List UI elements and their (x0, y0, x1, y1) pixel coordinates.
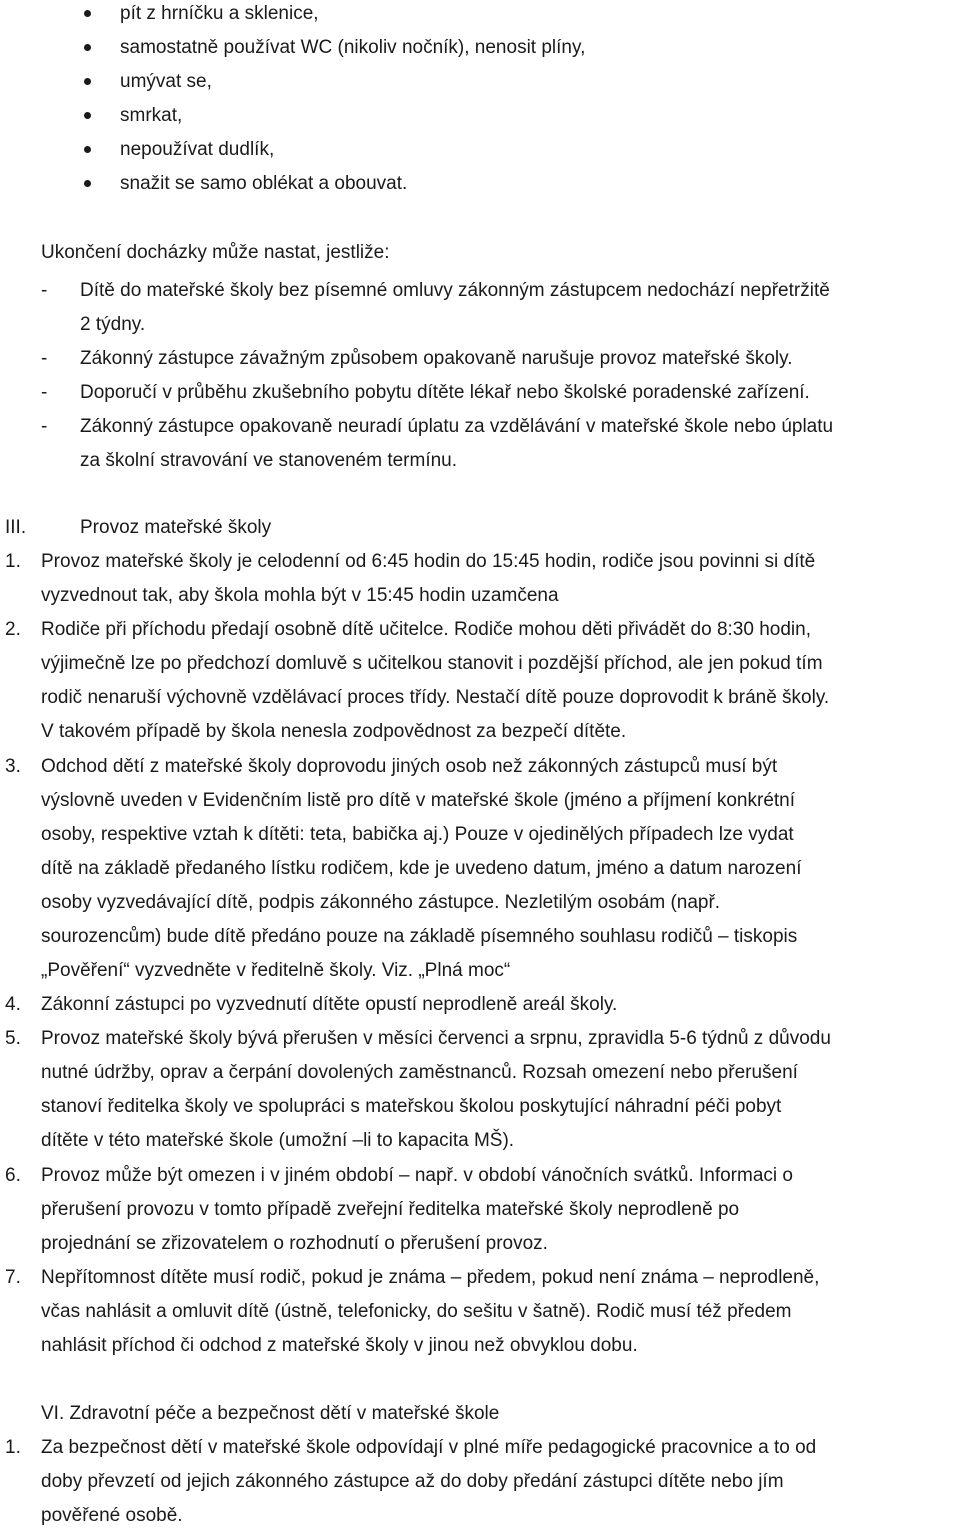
item-line: Zákonní zástupci po vyzvednutí dítěte opustí neprodleně areál školy. (41, 994, 618, 1015)
termination-item-line: 2 týdny. (80, 314, 146, 335)
bullet-icon (84, 10, 91, 17)
item-line: doby převzetí od jejich zákonného zástupce až do doby předání zástupci dítěte nebo jím (41, 1471, 784, 1492)
termination-item-line: Doporučí v průběhu zkušebního pobytu dítěte lékař nebo školské poradenské zařízení. (80, 382, 810, 403)
item-line: přerušení provozu v tomto případě zveřejní ředitelka mateřské školy neprodleně po (41, 1199, 740, 1220)
item-line: Provoz mateřské školy je celodenní od 6:45 hodin do 15:45 hodin, rodiče jsou povinni si dítě (41, 551, 816, 572)
item-line: Provoz může být omezen i v jiném období – např. v období vánočních svátků. Informaci o (41, 1165, 793, 1186)
item-line: dítě na základě předaného lístku rodičem, kde je uvedeno datum, jméno a datum narození (41, 858, 802, 879)
item-line: „Pověření“ vyzvedněte v ředitelně školy. Viz. „Plná moc“ (41, 960, 511, 981)
item-line: stanoví ředitelka školy ve spolupráci s mateřskou školou poskytující náhradní péči pobyt (41, 1096, 782, 1117)
item-line: výslovně uveden v Evidenčním listě pro dítě v mateřské škole (jméno a příjmení konkrétní (41, 790, 796, 811)
termination-intro: Ukončení docházky může nastat, jestliže: (41, 242, 390, 263)
bullet-icon (84, 112, 91, 119)
section-title: VI. Zdravotní péče a bezpečnost dětí v mateřské škole (41, 1403, 500, 1424)
dash-marker: - (41, 348, 48, 369)
item-line: osoby, respektive vztah k dítěti: teta, babička aj.) Pouze v ojedinělých případech lze vydat (41, 824, 794, 845)
item-number: 1. (5, 551, 21, 572)
item-line: osoby vyzvedávající dítě, podpis zákonného zástupce. Nezletilým osobám (např. (41, 892, 721, 913)
list-item: smrkat, (120, 105, 183, 126)
dash-marker: - (41, 382, 48, 403)
bullet-icon (84, 78, 91, 85)
item-line: dítěte v této mateřské škole (umožní –li to kapacita MŠ). (41, 1130, 515, 1151)
dash-marker: - (41, 280, 48, 301)
list-item: pít z hrníčku a sklenice, (120, 3, 319, 24)
item-number: 4. (5, 994, 21, 1015)
item-number: 1. (5, 1437, 21, 1458)
bullet-icon (84, 180, 91, 187)
list-item: nepoužívat dudlík, (120, 139, 275, 160)
section-title: Provoz mateřské školy (80, 517, 272, 538)
item-line: Nepřítomnost dítěte musí rodič, pokud je známa – předem, pokud není známa – neprodleně, (41, 1267, 820, 1288)
item-line: Provoz mateřské školy bývá přerušen v měsíci červenci a srpnu, zpravidla 5-6 týdnů z důvodu (41, 1028, 831, 1049)
termination-item-line: Zákonný zástupce opakovaně neuradí úplatu za vzdělávání v mateřské škole nebo úplatu (80, 416, 834, 437)
item-line: pověřené osobě. (41, 1505, 183, 1526)
bullet-icon (84, 146, 91, 153)
item-line: V takovém případě by škola nenesla zodpovědnost za bezpečí dítěte. (41, 721, 627, 742)
item-number: 7. (5, 1267, 21, 1288)
item-line: nutné údržby, oprav a čerpání dovolených zaměstnanců. Rozsah omezení nebo přerušení (41, 1062, 798, 1083)
item-number: 6. (5, 1165, 21, 1186)
item-line: včas nahlásit a omluvit dítě (ústně, telefonicky, do sešitu v šatně). Rodič musí též předem (41, 1301, 792, 1322)
item-line: Rodiče při příchodu předají osobně dítě učitelce. Rodiče mohou děti přivádět do 8:30 hodin, (41, 619, 811, 640)
bullet-icon (84, 44, 91, 51)
dash-marker: - (41, 416, 48, 437)
item-line: projednání se zřizovatelem o rozhodnutí o přerušení provoz. (41, 1233, 548, 1254)
termination-item-line: Dítě do mateřské školy bez písemné omluvy zákonným zástupcem nedochází nepřetržitě (80, 280, 830, 301)
termination-item-line: za školní stravování ve stanoveném termínu. (80, 450, 458, 471)
section-number: III. (5, 517, 27, 538)
item-number: 3. (5, 756, 21, 777)
list-item: samostatně používat WC (nikoliv nočník), nenosit plíny, (120, 37, 586, 58)
termination-item-line: Zákonný zástupce závažným způsobem opakovaně narušuje provoz mateřské školy. (80, 348, 793, 369)
item-line: rodič nenaruší výchovně vzdělávací proces třídy. Nestačí dítě pouze doprovodit k bráně školy. (41, 687, 830, 708)
item-line: vyzvednout tak, aby škola mohla být v 15:45 hodin uzamčena (41, 585, 559, 606)
list-item: snažit se samo oblékat a obouvat. (120, 173, 408, 194)
item-line: Odchod dětí z mateřské školy doprovodu jiných osob než zákonných zástupců musí být (41, 756, 778, 777)
item-line: Za bezpečnost dětí v mateřské škole odpovídají v plné míře pedagogické pracovnice a to od (41, 1437, 817, 1458)
item-number: 5. (5, 1028, 21, 1049)
item-line: sourozencům) bude dítě předáno pouze na základě písemného souhlasu rodičů – tiskopis (41, 926, 798, 947)
item-line: výjimečně lze po předchozí domluvě s učitelkou stanovit i pozdější příchod, ale jen pokud tím (41, 653, 823, 674)
item-number: 2. (5, 619, 21, 640)
list-item: umývat se, (120, 71, 212, 92)
item-line: nahlásit příchod či odchod z mateřské školy v jinou než obvyklou dobu. (41, 1335, 638, 1356)
